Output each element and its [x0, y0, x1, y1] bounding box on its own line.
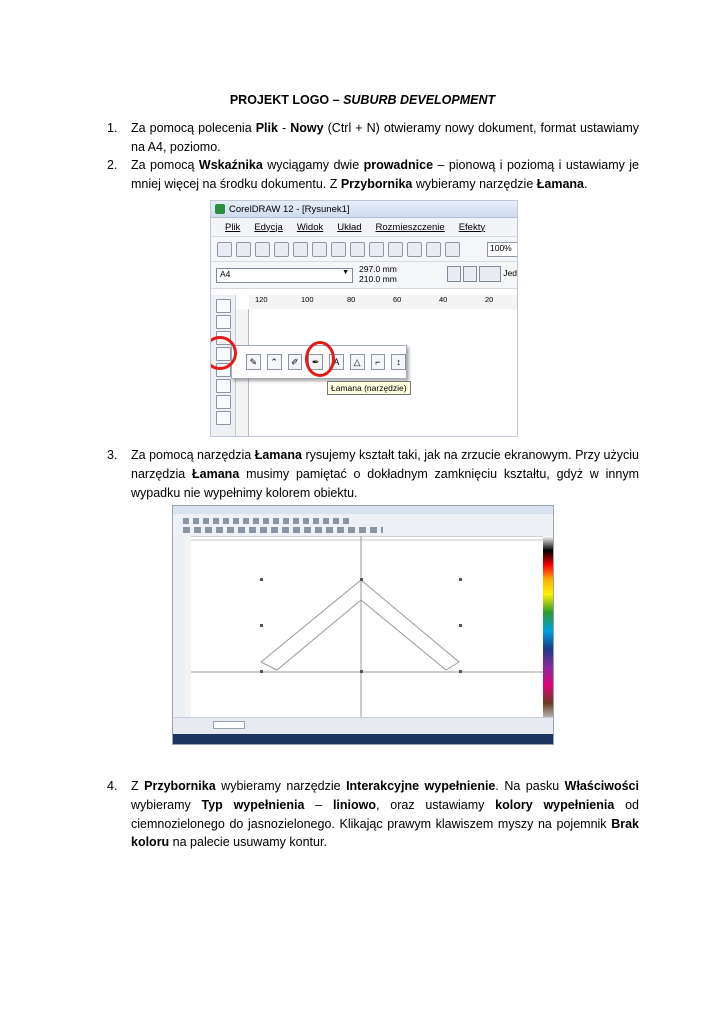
tooltip-polyline: Łamana (narzędzie)	[327, 381, 411, 395]
step-number: 3.	[107, 448, 118, 462]
menu-widok[interactable]: Widok	[296, 221, 324, 233]
graph-tool-icon[interactable]	[216, 411, 231, 425]
units-label: Jed	[503, 268, 517, 278]
paste-icon[interactable]	[331, 242, 346, 257]
cut-icon[interactable]	[293, 242, 308, 257]
page-width[interactable]: 297.0 mm	[359, 264, 397, 274]
ruler-tick-label: 100	[301, 295, 314, 304]
step-text: Za pomocą narzędzia Łamana rysujemy kształt taki, jak na zrzucie ekranowym. Przy użyciu narzędzia Łamana musimy pamiętać o dokładnym zamknięciu kształtu, gdyż w innym wypadku nie wypełnimy kolorem obiektu.	[131, 448, 639, 500]
coreldraw-app-icon	[215, 204, 225, 214]
coreldraw-screenshot	[210, 200, 518, 437]
ruler-tick-label: 40	[439, 295, 448, 304]
menu-bar	[211, 218, 517, 237]
menu-efekty[interactable]: Efekty	[458, 221, 486, 233]
export-icon[interactable]	[407, 242, 422, 257]
chevron-down-icon: ▼	[342, 269, 349, 276]
menu-bar	[183, 518, 353, 524]
coreldraw-screenshot-2	[172, 505, 554, 745]
page-dimensions	[359, 264, 397, 284]
welcome-icon[interactable]	[445, 242, 460, 257]
all-pages-icon[interactable]	[479, 266, 501, 282]
drawing-canvas[interactable]	[191, 536, 543, 718]
print-icon[interactable]	[274, 242, 289, 257]
three-point-curve-icon[interactable]: △	[350, 354, 365, 370]
status-area	[173, 717, 553, 744]
chevron-shape[interactable]	[261, 580, 459, 670]
dimension-icon[interactable]: ↕	[391, 354, 406, 370]
landscape-icon[interactable]	[463, 266, 477, 282]
document-title	[0, 93, 725, 107]
page-size-value: A4	[220, 269, 231, 279]
open-icon[interactable]	[236, 242, 251, 257]
title-italic: SUBURB DEVELOPMENT	[343, 93, 496, 107]
highlight-circle	[305, 341, 335, 377]
bezier-icon[interactable]: ⌃	[267, 354, 282, 370]
step-text: Za pomocą polecenia Plik - Nowy (Ctrl + N) otwieramy nowy dokument, format ustawiamy na A4, poziomo.	[131, 121, 640, 154]
color-palette[interactable]	[543, 536, 553, 718]
copy-icon[interactable]	[312, 242, 327, 257]
rectangle-tool-icon[interactable]	[216, 379, 231, 393]
title-text: PROJEKT LOGO –	[229, 93, 344, 107]
new-icon[interactable]	[217, 242, 232, 257]
undo-icon[interactable]	[350, 242, 365, 257]
shape-tool-icon[interactable]	[216, 315, 231, 329]
windows-taskbar	[173, 734, 553, 744]
menu-edycja[interactable]: Edycja	[254, 221, 283, 233]
horizontal-ruler	[249, 295, 517, 310]
save-icon[interactable]	[255, 242, 270, 257]
redo-icon[interactable]	[369, 242, 384, 257]
ruler-tick-label: 20	[485, 295, 494, 304]
toolbars-area	[173, 506, 553, 537]
window-title: CorelDRAW 12 - [Rysunek1]	[229, 203, 350, 215]
step-4	[107, 777, 639, 852]
window-titlebar	[173, 506, 553, 514]
polyline-drawing	[191, 536, 543, 718]
pen-icon[interactable]: ✒	[308, 354, 323, 370]
step-number: 4.	[107, 779, 118, 793]
launcher-icon[interactable]	[426, 242, 441, 257]
step-2	[107, 156, 639, 194]
polyline-icon[interactable]: A	[329, 354, 344, 370]
step-text: Za pomocą Wskaźnika wyciągamy dwie prowadnice – pionową i poziomą i ustawiamy je mniej więcej na środku dokumentu. Z Przybornika wybieramy narzędzie Łamana.	[131, 158, 640, 191]
freehand-icon[interactable]: ✎	[246, 354, 261, 370]
page-tab[interactable]	[213, 721, 245, 729]
step-text: Z Przybornika wybieramy narzędzie Interakcyjne wypełnienie. Na pasku Właściwości wybieramy Typ wypełnienia – liniowo, oraz ustawiamy kolory wypełnienia od ciemnozielonego do jasnozielonego. Klikając prawym klawiszem myszy na pojemnik Brak koloru na palecie usuwamy kontur.	[131, 779, 639, 850]
toolbar	[183, 527, 383, 533]
menu-plik[interactable]: Plik	[225, 221, 241, 233]
step-1	[107, 119, 639, 157]
interactive-connector-icon[interactable]: ⌐	[371, 354, 386, 370]
ruler-tick-label: 80	[347, 295, 356, 304]
ruler-tick-label: 60	[393, 295, 402, 304]
portrait-icon[interactable]	[447, 266, 461, 282]
step-number: 2.	[107, 158, 118, 172]
pick-tool-icon[interactable]	[216, 299, 231, 313]
ruler-tick-label: 120	[255, 295, 268, 304]
property-bar	[211, 262, 517, 289]
zoom-level-field[interactable]: 100%	[487, 242, 518, 257]
import-icon[interactable]	[388, 242, 403, 257]
artistic-media-icon[interactable]: ✐	[288, 354, 303, 370]
window-titlebar	[211, 201, 517, 218]
menu-uklad[interactable]: Układ	[337, 221, 362, 233]
page-size-select[interactable]	[216, 268, 353, 283]
standard-toolbar	[211, 237, 517, 262]
page-height[interactable]: 210.0 mm	[359, 274, 397, 284]
menu-rozmieszczenie[interactable]: Rozmieszczenie	[375, 221, 445, 233]
step-3	[107, 446, 639, 502]
step-number: 1.	[107, 121, 118, 135]
ellipse-tool-icon[interactable]	[216, 395, 231, 409]
